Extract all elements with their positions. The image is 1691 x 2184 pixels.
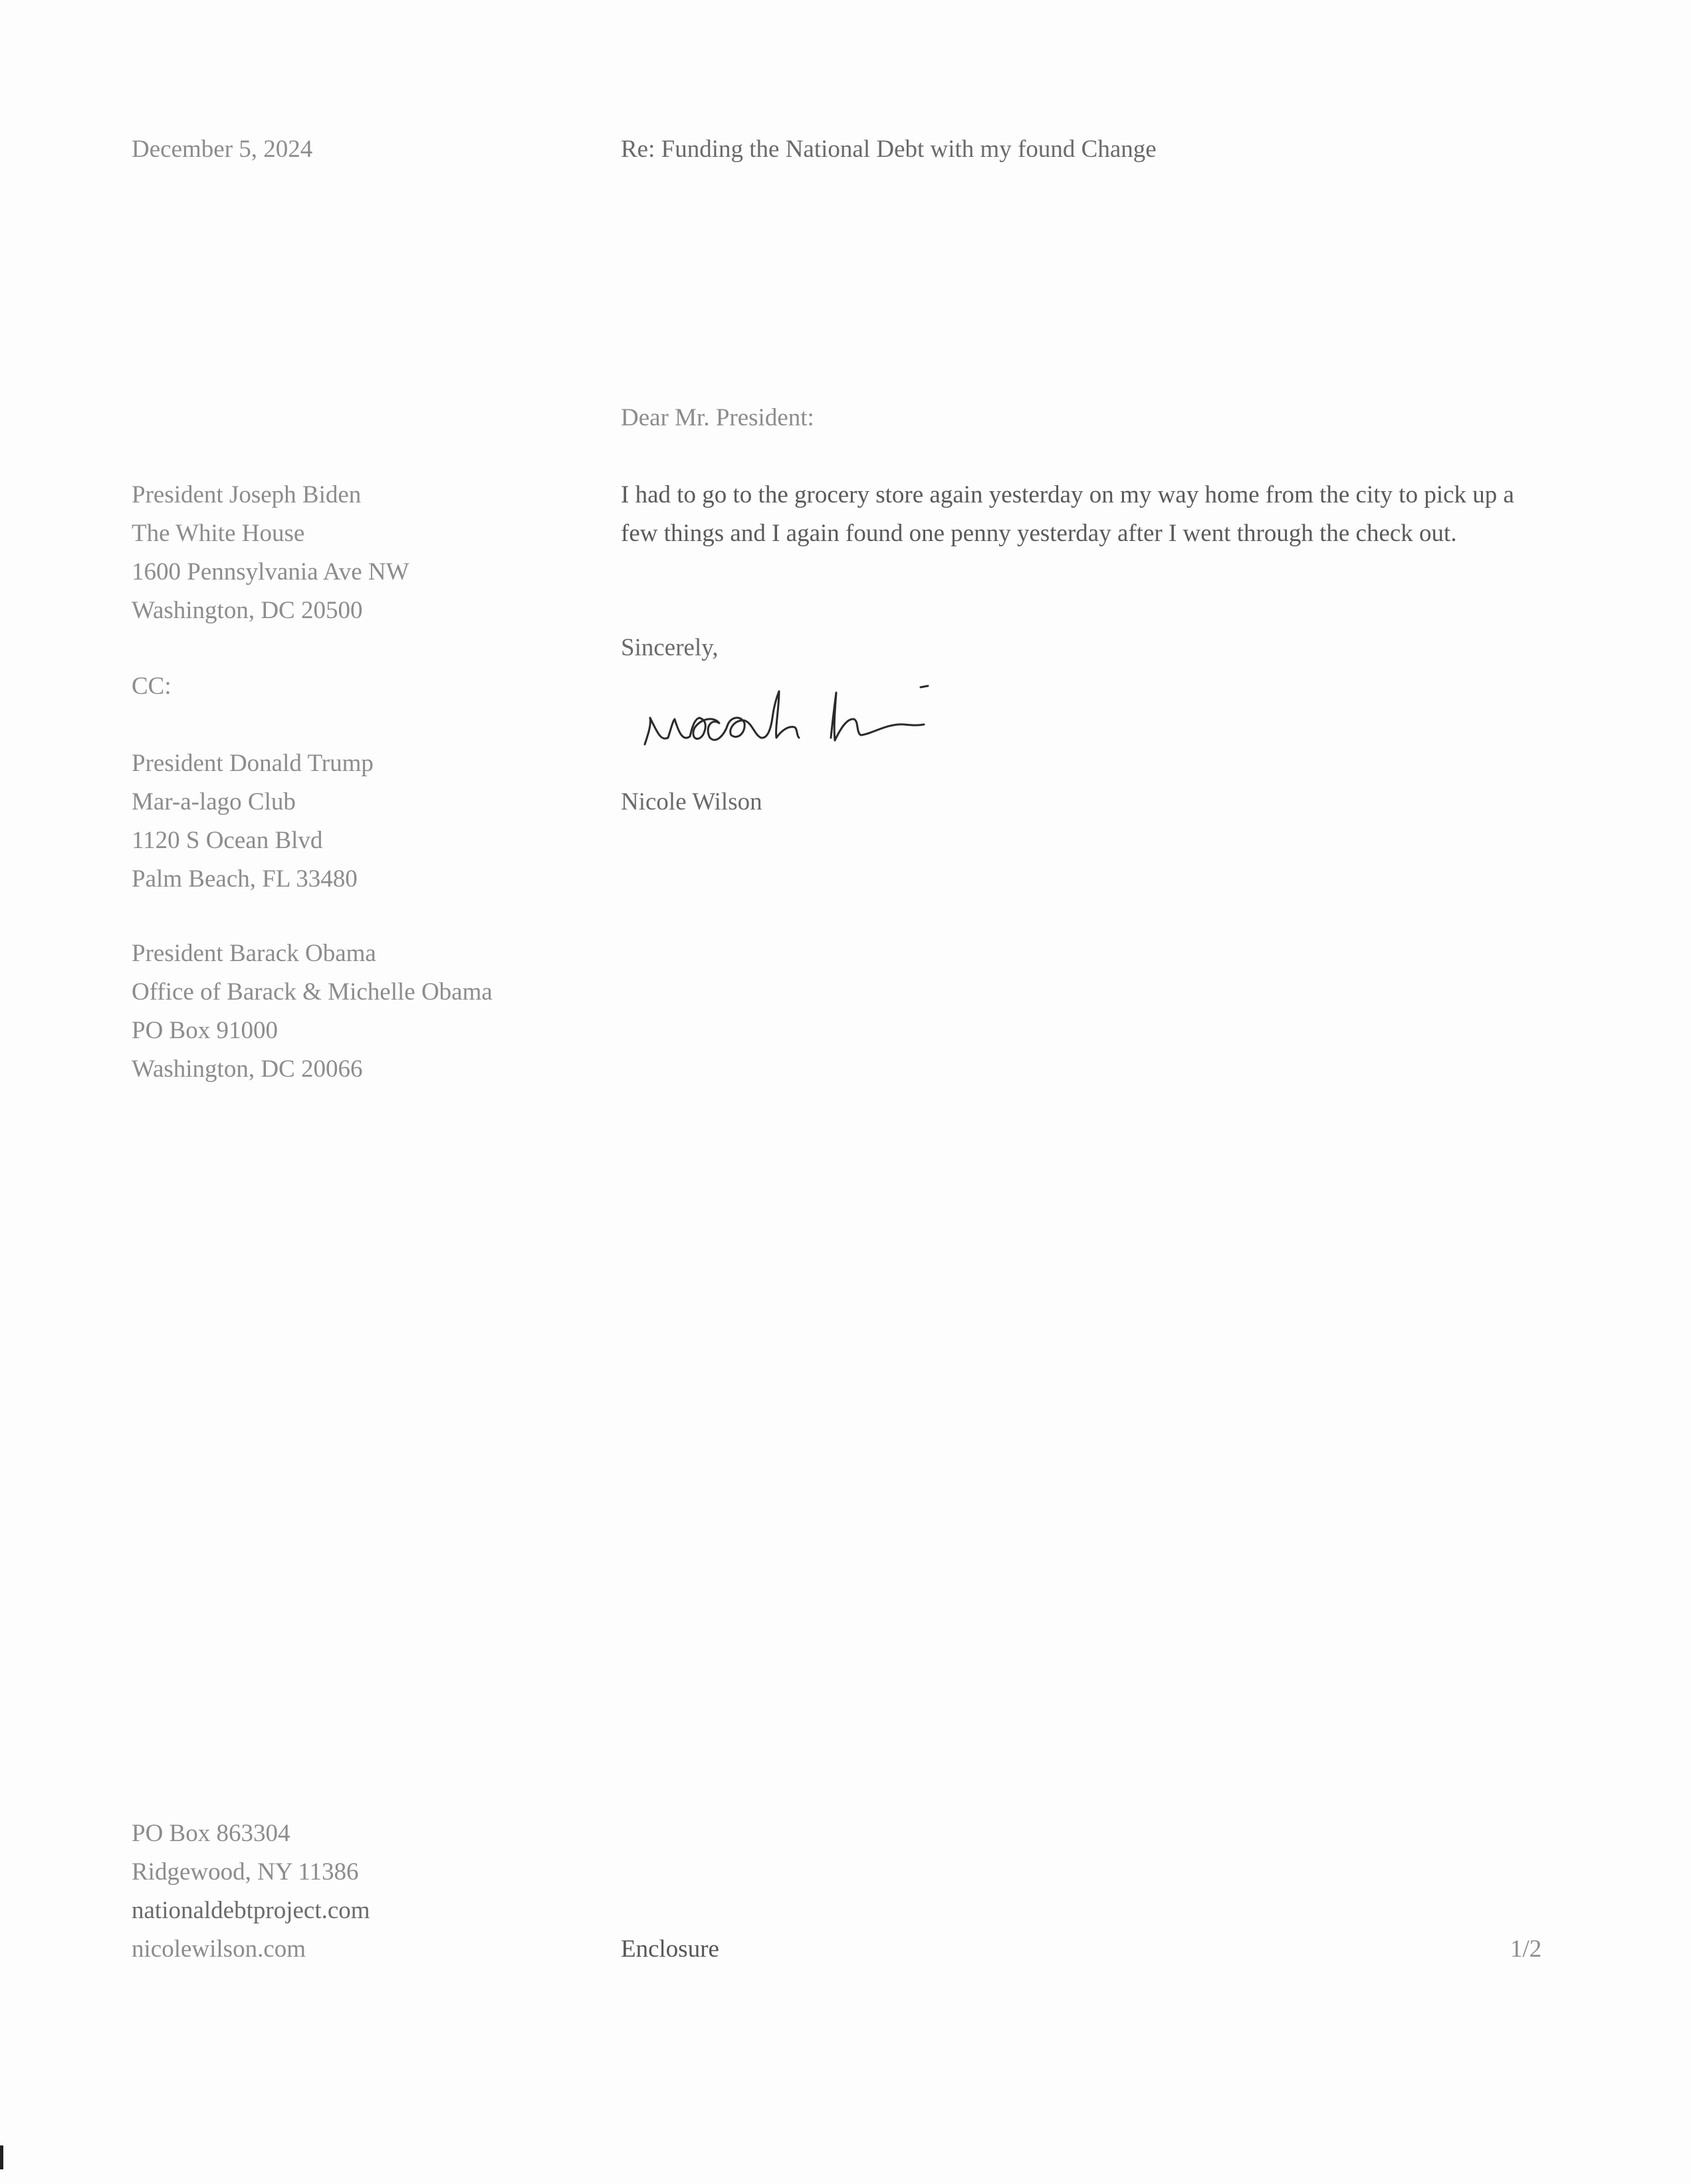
recipient-line: President Joseph Biden	[132, 481, 362, 508]
cc-address-line: President Donald Trump	[132, 750, 374, 777]
closing: Sincerely,	[621, 634, 719, 661]
cc-address-line: Washington, DC 20066	[132, 1055, 363, 1083]
cc-address-line: 1120 S Ocean Blvd	[132, 827, 323, 854]
cc-address-line: PO Box 91000	[132, 1017, 278, 1044]
recipient-line: Washington, DC 20500	[132, 597, 363, 624]
cc-address-line: Palm Beach, FL 33480	[132, 865, 358, 893]
letter-subject: Re: Funding the National Debt with my found Change	[621, 136, 1157, 163]
cc-address-line: President Barack Obama	[132, 940, 376, 967]
recipient-address	[132, 476, 409, 630]
salutation: Dear Mr. President:	[621, 404, 814, 431]
scan-edge-mark	[0, 2145, 3, 2169]
recipient-line: The White House	[132, 520, 305, 547]
recipient-line: 1600 Pennsylvania Ave NW	[132, 558, 409, 586]
letter-body: I had to go to the grocery store again yesterday on my way home from the city to pick up a few things and I again found one penny yesterday after I went through the check out.	[621, 481, 1514, 547]
contact-website: nicolewilson.com	[132, 1935, 306, 1963]
signer-name: Nicole Wilson	[621, 788, 762, 816]
cc-address-line: Office of Barack & Michelle Obama	[132, 978, 493, 1006]
cc-address	[132, 934, 493, 1089]
handwritten-signature	[631, 671, 964, 771]
cc-label: CC:	[132, 673, 171, 700]
sender-contact	[132, 1814, 370, 1969]
cc-address	[132, 744, 374, 899]
letter-date: December 5, 2024	[132, 136, 313, 163]
cc-address-line: Mar-a-lago Club	[132, 788, 296, 816]
contact-line: PO Box 863304	[132, 1820, 290, 1847]
contact-line: Ridgewood, NY 11386	[132, 1858, 359, 1886]
enclosure-note: Enclosure	[621, 1935, 719, 1963]
page-number: 1/2	[1510, 1935, 1542, 1963]
contact-website: nationaldebtproject.com	[132, 1897, 370, 1924]
